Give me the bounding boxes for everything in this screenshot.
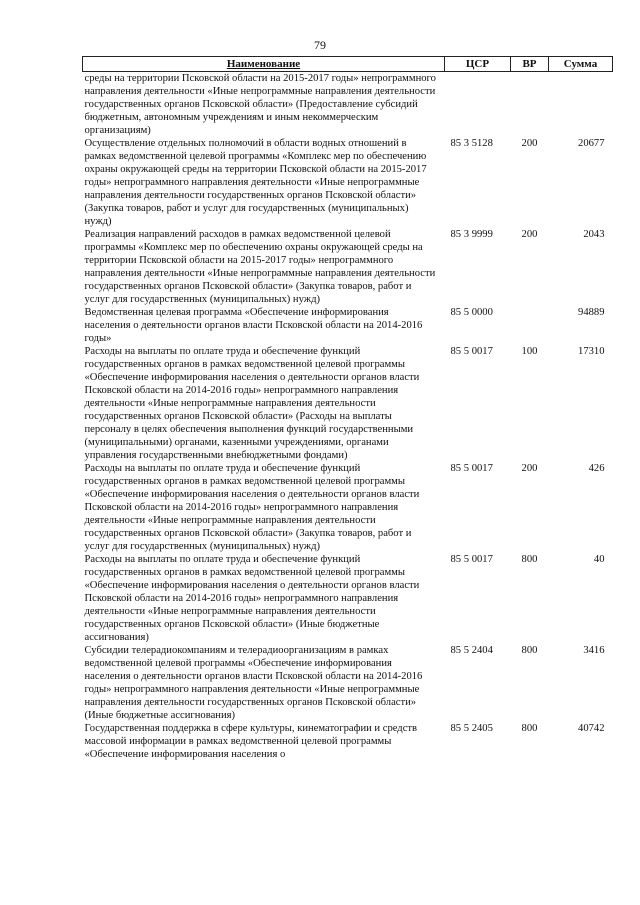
table-row [83,345,613,462]
row-sum [549,72,613,138]
row-vr: 200 [521,229,538,240]
table-row [83,553,613,644]
row-vr [511,72,549,138]
row-csr: 85 5 0017 [450,346,493,357]
row-name: Осуществление отдельных полномочий в области водных отношений в рамках ведомственной целевой программы «Комплекс мер по обеспечению охраны окружающей среды на территории Псковской области на 2015-2017 годы» непрограммного направления деятельности «Иные непрограммные направления деятельности государственных органов Псковской области» (Закупка товаров, работ и услуг для государственных (муниципальных) нужд) [84,138,427,227]
row-name: Реализация направлений расходов в рамках ведомственной целевой программы «Комплекс мер по обеспечению охраны окружающей среды на территории Псковской области на 2015-2017 годы» непрограммного направления деятельности «Иные непрограммные направления деятельности государственных органов Псковской области» (Закупка товаров, работ и услуг для государственных (муниципальных) нужд) [84,229,436,305]
row-vr: 800 [521,723,538,734]
row-sum: 17310 [578,346,605,357]
row-sum: 94889 [578,307,605,318]
table-row [83,228,613,306]
header-name: Наименование [83,57,445,72]
table-row [83,137,613,228]
row-csr [445,72,511,138]
row-sum: 2043 [583,229,605,240]
table-row [83,644,613,722]
row-csr: 85 5 0017 [450,463,493,474]
table-row [83,462,613,553]
row-sum: 426 [588,463,605,474]
row-vr: 200 [521,463,538,474]
row-name: Расходы на выплаты по оплате труда и обеспечение функций государственных органов в рамках ведомственной целевой программы «Обеспечение информирования населения о деятельности органов власти Псковской области на 2014-2016 годы» непрограммного направления деятельности «Иные непрограммные направления деятельности государственных органов Псковской области» (Иные бюджетные ассигнования) [84,554,420,643]
table-header-row [83,57,613,72]
row-csr: 85 5 0017 [450,554,493,565]
row-csr: 85 3 9999 [450,229,493,240]
row-name: Субсидии телерадиокомпаниям и телерадиоорганизациям в рамках ведомственной целевой программы «Обеспечение информирования населения о деятельности органов власти Псковской области на 2014-2016 годы» непрограммного направления деятельности «Иные непрограммные направления деятельности государственных органов Псковской области» (Иные бюджетные ассигнования) [84,645,423,721]
row-name: Расходы на выплаты по оплате труда и обеспечение функций государственных органов в рамках ведомственной целевой программы «Обеспечение информирования населения о деятельности органов власти Псковской области на 2014-2016 годы» непрограммного направления деятельности «Иные непрограммные направления деятельности государственных органов Псковской области» (Расходы на выплаты персоналу в целях обеспечения выполнения функций государственными (муниципальными) органами, казенными учреждениями, органами управления государственными внебюджетными фондами) [84,346,420,461]
row-csr: 85 5 2405 [450,723,493,734]
row-vr: 800 [521,645,538,656]
row-sum: 40 [593,554,605,565]
row-name: Государственная поддержка в сфере культуры, кинематографии и средств массовой информации в рамках ведомственной целевой программы «Обеспечение информирования населения о [84,723,418,760]
row-csr: 85 5 0000 [450,307,493,318]
header-vr: ВР [511,57,549,72]
header-csr: ЦСР [445,57,511,72]
row-csr: 85 5 2404 [450,645,493,656]
row-name: Ведомственная целевая программа «Обеспечение информирования населения о деятельности органов власти Псковской области на 2014-2016 годы» [84,307,423,344]
row-csr: 85 3 5128 [450,138,493,149]
row-vr: 100 [521,346,538,357]
page-number: 79 [314,38,326,52]
table-row [83,306,613,345]
row-name: Расходы на выплаты по оплате труда и обеспечение функций государственных органов в рамках ведомственной целевой программы «Обеспечение информирования населения о деятельности органов власти Псковской области на 2014-2016 годы» непрограммного направления деятельности «Иные непрограммные направления деятельности государственных органов Псковской области» (Закупка товаров, работ и услуг для государственных (муниципальных) нужд) [84,463,420,552]
row-sum: 20677 [578,138,605,149]
budget-table [82,56,613,761]
table-row [83,722,613,761]
row-sum: 3416 [583,645,605,656]
row-vr: 800 [521,554,538,565]
row-name: среды на территории Псковской области на 2015-2017 годы» непрограммного направления деятельности «Иные непрограммные направления деятельности государственных органов Псковской области» (Предоставление субсидий бюджетным, автономным учреждениям и иным некоммерческим организациям) [84,73,436,136]
row-vr [511,306,549,345]
row-sum: 40742 [578,723,605,734]
header-sum: Сумма [549,57,613,72]
row-vr: 200 [521,138,538,149]
table-row [83,72,613,138]
budget-table-container [82,56,612,761]
